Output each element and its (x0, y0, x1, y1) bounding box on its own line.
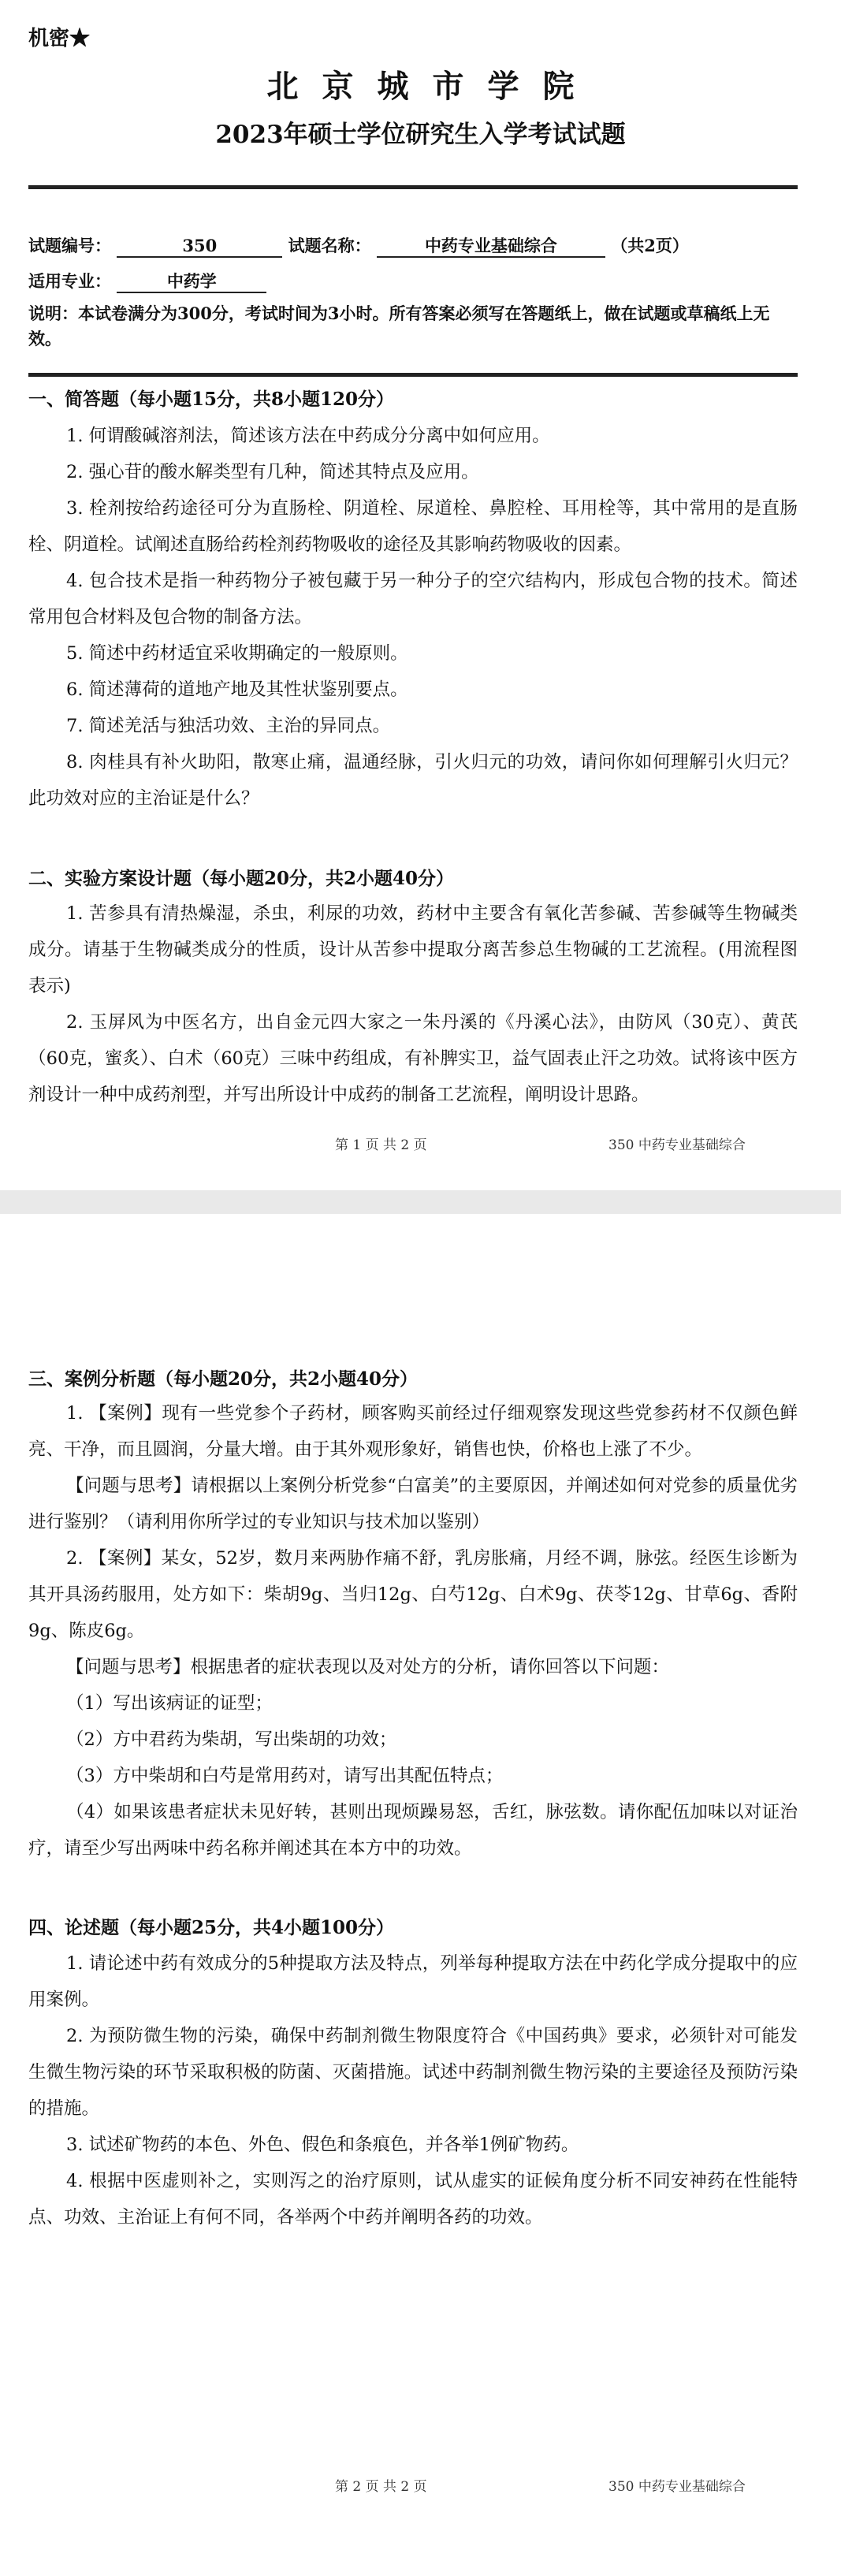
s2-question-2: 2. 玉屏风为中医名方，出自金元四大家之一朱丹溪的《丹溪心法》，由防风（30克）、黄芪（60克，蜜炙）、白术（60克）三味中药组成，有补脾实卫，益气固表止汗之功效。试将该中医方剂设计一种中成药剂型，并写出所设计中成药的制备工艺流程，阐明设计思路。 (28, 1012, 798, 1105)
page-2-subject: 350 中药专业基础综合 (608, 2479, 746, 2495)
exam-title: 2023年硕士学位研究生入学考试试题 (215, 121, 626, 149)
confidential-mark: 机密★ (28, 27, 91, 50)
name-value: 中药专业基础综合 (377, 236, 605, 258)
page-2-number: 第 2 页 共 2 页 (335, 2479, 427, 2495)
s4-question-4: 4. 根据中医虚则补之，实则泻之的治疗原则，试从虚实的证候角度分析不同安神药在性能特点、功效、主治证上有何不同，各举两个中药并阐明各药的功效。 (28, 2171, 798, 2228)
page-separator (0, 1190, 841, 1214)
s3-subquestion-2: （2）方中君药为柴胡，写出柴胡的功效； (66, 1729, 397, 1750)
s1-question-6: 6. 简述薄荷的道地产地及其性状鉴别要点。 (66, 679, 408, 700)
s3-case-2: 2. 【案例】某女，52岁，数月来两胁作痛不舒，乳房胀痛，月经不调，脉弦。经医生诊断为其开具汤药服用，处方如下：柴胡9g、当归12g、白芍12g、白术9g、茯苓12g、甘草6g、香附9g、陈皮6g。 (28, 1548, 798, 1641)
code-label: 试题编号： (28, 236, 111, 255)
exam-info-line (28, 235, 689, 258)
s1-question-1: 1. 何谓酸碱溶剂法，简述该方法在中药成分分离中如何应用。 (66, 426, 550, 446)
page-1-subject: 350 中药专业基础综合 (608, 1137, 746, 1153)
major-value: 中药学 (117, 271, 266, 293)
s1-question-5: 5. 简述中药材适宜采收期确定的一般原则。 (66, 643, 408, 664)
s3-case-1: 1. 【案例】现有一些党参个子药材，顾客购买前经过仔细观察发现这些党参药材不仅颜色鲜亮、干净，而且圆润，分量大增。由于其外观形象好，销售也快，价格也上涨了不少。 (28, 1403, 798, 1460)
page-1-number: 第 1 页 共 2 页 (335, 1137, 427, 1153)
s1-question-4: 4. 包合技术是指一种药物分子被包藏于另一种分子的空穴结构内，形成包合物的技术。简述常用包合材料及包合物的制备方法。 (28, 571, 798, 627)
instructions: 说明：本试卷满分为300分，考试时间为3小时。所有答案必须写在答题纸上，做在试题或草稿纸上无效。 (28, 303, 770, 348)
header-divider-bottom (28, 373, 798, 377)
s1-question-3: 3. 栓剂按给药途径可分为直肠栓、阴道栓、尿道栓、鼻腔栓、耳用栓等，其中常用的是直肠栓、阴道栓。试阐述直肠给药栓剂药物吸收的途径及其影响药物吸收的因素。 (28, 498, 798, 555)
s3-subquestion-4: （4）如果该患者症状未见好转，甚则出现烦躁易怒，舌红，脉弦数。请你配伍加味以对证治疗，请至少写出两味中药名称并阐述其在本方中的功效。 (28, 1802, 798, 1859)
s1-question-8: 8. 肉桂具有补火助阳，散寒止痛，温通经脉，引火归元的功效，请问你如何理解引火归元？此功效对应的主治证是什么？ (28, 752, 798, 809)
section-1-title: 一、简答题（每小题15分，共8小题120分） (28, 389, 395, 410)
section-4-title: 四、论述题（每小题25分，共4小题100分） (28, 1917, 395, 1938)
s3-subquestion-3: （3）方中柴胡和白芍是常用药对，请写出其配伍特点； (66, 1766, 504, 1786)
pages-note: （共2页） (611, 236, 689, 255)
s3-case-2-question: 【问题与思考】根据患者的症状表现以及对处方的分析，请你回答以下问题： (66, 1657, 670, 1677)
code-value: 350 (117, 236, 282, 258)
s3-case-1-question: 【问题与思考】请根据以上案例分析党参“白富美”的主要原因，并阐述如何对党参的质量优劣进行鉴别？（请利用你所学过的专业知识与技术加以鉴别） (28, 1476, 798, 1532)
s4-question-1: 1. 请论述中药有效成分的5种提取方法及特点，列举每种提取方法在中药化学成分提取中的应用案例。 (28, 1953, 798, 2010)
school-name: 北京城市学院 (266, 68, 598, 105)
section-2-title: 二、实验方案设计题（每小题20分，共2小题40分） (28, 868, 455, 889)
s1-question-2: 2. 强心苷的酸水解类型有几种，简述其特点及应用。 (66, 462, 479, 482)
major-label: 适用专业： (28, 271, 111, 291)
exam-page-2 (0, 1214, 841, 2576)
header-divider-top (28, 185, 798, 189)
s2-question-1: 1. 苦参具有清热燥湿，杀虫，利尿的功效，药材中主要含有氧化苦参碱、苦参碱等生物碱类成分。请基于生物碱类成分的性质，设计从苦参中提取分离苦参总生物碱的工艺流程。(用流程图表示) (28, 903, 798, 996)
major-line (28, 270, 266, 293)
section-3-title: 三、案例分析题（每小题20分，共2小题40分） (28, 1368, 419, 1390)
name-label: 试题名称： (288, 236, 371, 255)
s1-question-7: 7. 简述羌活与独活功效、主治的异同点。 (66, 716, 391, 736)
s4-question-2: 2. 为预防微生物的污染，确保中药制剂微生物限度符合《中国药典》要求，必须针对可能发生微生物污染的环节采取积极的防菌、灭菌措施。试述中药制剂微生物污染的主要途径及预防污染的措施。 (28, 2026, 798, 2119)
exam-page-1 (0, 0, 841, 1190)
s4-question-3: 3. 试述矿物药的本色、外色、假色和条痕色，并各举1例矿物药。 (66, 2135, 579, 2155)
s3-subquestion-1: （1）写出该病证的证型； (66, 1693, 273, 1714)
